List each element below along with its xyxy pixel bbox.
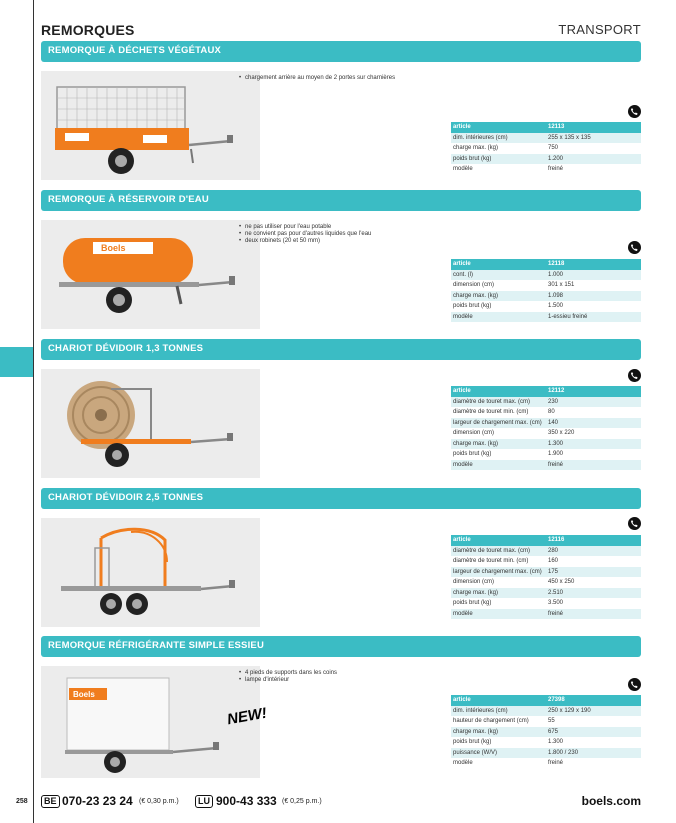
left-margin-rule	[33, 0, 34, 823]
spec-row	[451, 716, 641, 727]
garden-waste-trailer-image	[41, 71, 260, 180]
spec-row	[451, 133, 641, 144]
spec-row	[451, 301, 641, 312]
section-side-tab	[0, 347, 33, 377]
product-refrigerated-trailer	[41, 636, 641, 781]
spec-key: charge max. (kg)	[453, 145, 499, 152]
spec-row	[451, 291, 641, 302]
spec-key: modèle	[451, 460, 546, 471]
spec-key: poids brut (kg)	[453, 451, 492, 458]
spec-row-article	[451, 259, 641, 270]
spec-value: 1.800 / 230	[546, 748, 641, 759]
spec-key: article	[451, 122, 546, 133]
spec-row	[451, 567, 641, 578]
spec-value: 350 x 220	[548, 430, 575, 437]
spec-row-article	[451, 386, 641, 397]
spec-key: dimension (cm)	[453, 430, 495, 437]
spec-value: freiné	[546, 609, 641, 620]
spec-key: dimension (cm)	[453, 579, 495, 586]
cable-drum-trailer-large-image	[41, 518, 260, 627]
spec-key: diamètre de touret min. (cm)	[453, 558, 529, 565]
spec-value: freiné	[548, 760, 564, 767]
spec-key: charge max. (kg)	[451, 727, 546, 738]
feature-list	[239, 670, 337, 684]
product-title: REMORQUE À RÉSERVOIR D'EAU	[48, 194, 209, 205]
spec-row	[451, 428, 641, 439]
spec-key: largeur de chargement max. (cm)	[451, 567, 546, 578]
spec-key: poids brut (kg)	[451, 154, 546, 165]
spec-row	[451, 546, 641, 557]
spec-row	[451, 164, 641, 175]
spec-key: article	[451, 695, 546, 706]
spec-key: diamètre de touret max. (cm)	[451, 546, 546, 557]
product-cable-drum-trailer-1-3t	[41, 339, 641, 479]
spec-row-article	[451, 535, 641, 546]
spec-key: poids brut (kg)	[453, 600, 492, 607]
phone-icon	[628, 105, 641, 118]
spec-row	[451, 588, 641, 599]
spec-value: 250 x 129 x 190	[546, 706, 641, 717]
feature-item: • ne pas utiliser pour l'eau potable	[239, 224, 371, 231]
rate-lu: (€ 0,25 p.m.)	[282, 798, 322, 805]
product-title-bar	[41, 339, 641, 360]
phone-icon	[628, 241, 641, 254]
new-badge: NEW!	[225, 704, 269, 729]
page-header	[41, 18, 641, 38]
product-cable-drum-trailer-2-5t	[41, 488, 641, 628]
spec-value: 2.510	[546, 588, 641, 599]
page-number: 258	[16, 798, 28, 805]
spec-row	[451, 706, 641, 717]
phone-number-be: 070-23 23 24	[62, 794, 133, 808]
product-title: REMORQUE À DÉCHETS VÉGÉTAUX	[48, 45, 222, 56]
spec-row	[451, 418, 641, 429]
spec-row	[451, 609, 641, 620]
page-title: REMORQUES	[41, 22, 135, 38]
spec-key: diamètre de touret max. (cm)	[451, 397, 546, 408]
product-photo	[41, 369, 260, 478]
spec-value: 175	[546, 567, 641, 578]
product-title: REMORQUE RÉFRIGÉRANTE SIMPLE ESSIEU	[48, 640, 265, 651]
spec-value: 12116	[546, 535, 641, 546]
product-photo	[41, 71, 260, 180]
spec-key: article	[451, 386, 546, 397]
product-title-bar	[41, 488, 641, 509]
spec-table	[451, 535, 641, 619]
product-photo	[41, 220, 260, 329]
spec-value: 675	[546, 727, 641, 738]
spec-row	[451, 460, 641, 471]
spec-value: 230	[546, 397, 641, 408]
spec-key: cont. (l)	[451, 270, 546, 281]
rate-be: (€ 0,30 p.m.)	[139, 798, 179, 805]
country-tag-lu: LU	[195, 795, 213, 808]
spec-key: largeur de chargement max. (cm)	[451, 418, 546, 429]
spec-row	[451, 598, 641, 609]
product-title-bar	[41, 636, 641, 657]
spec-row	[451, 397, 641, 408]
spec-key: dim. intérieures (cm)	[451, 133, 546, 144]
spec-value: 160	[548, 558, 559, 565]
spec-row	[451, 556, 641, 567]
phone-number-lu: 900-43 333	[216, 794, 277, 808]
spec-row	[451, 758, 641, 769]
product-garden-waste-trailer	[41, 41, 641, 181]
spec-key: modèle	[451, 609, 546, 620]
product-title: CHARIOT DÉVIDOIR 1,3 TONNES	[48, 343, 204, 354]
spec-row	[451, 577, 641, 588]
spec-value: 1.098	[546, 291, 641, 302]
spec-key: dim. intérieures (cm)	[451, 706, 546, 717]
spec-value: 450 x 250	[548, 579, 575, 586]
spec-table	[451, 122, 641, 175]
phone-icon	[628, 517, 641, 530]
spec-value: 3.500	[548, 600, 564, 607]
spec-value: 80	[548, 409, 555, 416]
country-tag-be: BE	[41, 795, 60, 808]
page-section-label: TRANSPORT	[558, 22, 641, 37]
product-water-tank-trailer	[41, 190, 641, 330]
feature-item: • 4 pieds de supports dans les coins	[239, 670, 337, 677]
feature-list	[239, 224, 371, 245]
spec-value: 27398	[546, 695, 641, 706]
spec-row	[451, 154, 641, 165]
spec-key: article	[451, 535, 546, 546]
spec-value: 301 x 151	[548, 282, 575, 289]
spec-row	[451, 312, 641, 323]
feature-item: • deux robinets (20 et 50 mm)	[239, 238, 371, 245]
spec-value: freiné	[548, 166, 564, 173]
spec-row	[451, 280, 641, 291]
spec-row	[451, 727, 641, 738]
spec-value: 1.200	[546, 154, 641, 165]
phone-icon	[628, 678, 641, 691]
spec-value: 1.000	[546, 270, 641, 281]
product-title-bar	[41, 41, 641, 62]
spec-key: charge max. (kg)	[451, 439, 546, 450]
spec-row	[451, 737, 641, 748]
spec-table	[451, 386, 641, 470]
feature-item: • chargement arrière au moyen de 2 portes sur charnières	[239, 75, 395, 82]
website-link[interactable]: boels.com	[581, 794, 641, 808]
spec-row-article	[451, 695, 641, 706]
spec-value: 1-essieu freiné	[546, 312, 641, 323]
product-title: CHARIOT DÉVIDOIR 2,5 TONNES	[48, 492, 204, 503]
spec-key: poids brut (kg)	[453, 303, 492, 310]
spec-key: dimension (cm)	[453, 282, 495, 289]
spec-key: modèle	[453, 760, 473, 767]
spec-value: 255 x 135 x 135	[546, 133, 641, 144]
spec-value: 140	[546, 418, 641, 429]
spec-row	[451, 748, 641, 759]
spec-key: modèle	[453, 166, 473, 173]
spec-value: 12118	[546, 259, 641, 270]
spec-value: 280	[546, 546, 641, 557]
phone-icon	[628, 369, 641, 382]
spec-value: 750	[548, 145, 559, 152]
spec-row	[451, 449, 641, 460]
water-tank-trailer-image	[41, 220, 260, 329]
spec-value: 1.900	[548, 451, 564, 458]
spec-row	[451, 439, 641, 450]
spec-row	[451, 143, 641, 154]
spec-value: 12112	[546, 386, 641, 397]
spec-key: charge max. (kg)	[451, 588, 546, 599]
spec-key: puissance (W/V)	[451, 748, 546, 759]
spec-value: 55	[548, 718, 555, 725]
spec-key: hauteur de chargement (cm)	[453, 718, 529, 725]
spec-value: 12113	[546, 122, 641, 133]
product-title-bar	[41, 190, 641, 211]
spec-table	[451, 695, 641, 769]
product-photo	[41, 518, 260, 627]
spec-table	[451, 259, 641, 322]
page-footer	[0, 794, 676, 810]
spec-row	[451, 270, 641, 281]
box-brand-logo: Boels	[73, 690, 95, 699]
feature-item: • ne convient pas pour d'autres liquides que l'eau	[239, 231, 371, 238]
spec-key: modèle	[451, 312, 546, 323]
spec-row-article	[451, 122, 641, 133]
cable-drum-trailer-image	[41, 369, 260, 478]
spec-key: charge max. (kg)	[451, 291, 546, 302]
spec-value: 1.500	[548, 303, 564, 310]
spec-value: freiné	[546, 460, 641, 471]
spec-key: diamètre de touret min. (cm)	[453, 409, 529, 416]
spec-value: 1.300	[546, 439, 641, 450]
spec-key: poids brut (kg)	[453, 739, 492, 746]
tank-brand-logo: Boels	[101, 243, 126, 253]
spec-row	[451, 407, 641, 418]
feature-item: • lampe d'intérieur	[239, 677, 337, 684]
feature-list	[239, 75, 395, 82]
spec-value: 1.300	[548, 739, 564, 746]
spec-key: article	[451, 259, 546, 270]
